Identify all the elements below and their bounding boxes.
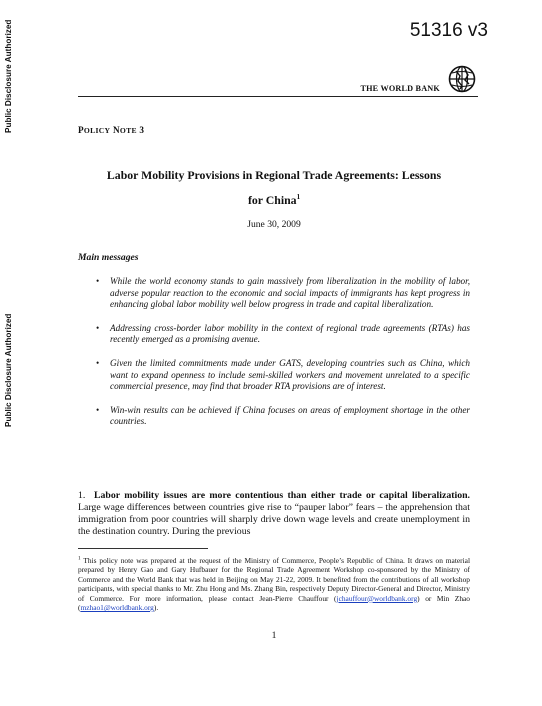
policy-note-n: N: [112, 125, 120, 135]
page-number: 1: [271, 630, 277, 641]
disclosure-stamp-top: Public Disclosure Authorized: [4, 19, 13, 133]
world-bank-globe-icon: [448, 65, 476, 93]
policy-note-number: 3: [139, 125, 145, 135]
email-link-zhao[interactable]: mzhao1@worldbank.org: [80, 603, 154, 613]
world-bank-name: THE WORLD BANK: [360, 84, 440, 93]
title-line-2: [78, 193, 470, 208]
paragraph-1-text: Large wage differences between countries give rise to “pauper labor” fears – the apprehension that immigration from poor countries will sharply drive down wage levels and create unemployment in the destination country. During the previous: [78, 502, 470, 537]
policy-note-olicy: OLICY: [83, 126, 111, 135]
paragraph-1-lead: Labor mobility issues are more contentious than either trade or capital liberalization.: [94, 490, 470, 501]
header-rule: [78, 96, 478, 97]
footnote-1: [78, 556, 470, 612]
title-line-2-text: for China: [247, 193, 297, 207]
document-id: 51316 v3: [409, 20, 488, 41]
footnote-rule: [78, 548, 208, 549]
main-message-item: • While the world economy stands to gain massively from liberalization in the mobility of labor, adverse popular reaction to the economic and social impacts of immigrants has kept progress in enhancing global labor mobility well below progress in trade and capital liberalization.: [96, 276, 470, 311]
email-link-chauffour[interactable]: jchauffour@worldbank.org: [336, 593, 418, 603]
paragraph-1: [78, 490, 470, 538]
policy-note-p: P: [78, 125, 84, 135]
footnote-text-after: ).: [153, 603, 159, 613]
main-message-item: • Addressing cross-border labor mobility in the context of regional trade agreements (RTAs) has recently emerged as a promising avenue.: [96, 323, 470, 346]
main-message-item: • Given the limited commitments made under GATS, developing countries such as China, which want to expand openness to include semi-skilled workers and movement unrelated to a specific commercial presence, may find that broader RTA provisions are of interest.: [96, 358, 470, 393]
footnote-text-middle: ) or Min Zhao (: [78, 593, 470, 613]
title-line-1: Labor Mobility Provisions in Regional Trade Agreements: Lessons: [106, 168, 442, 182]
document-date: June 30, 2009: [247, 219, 301, 230]
disclosure-stamp-middle: Public Disclosure Authorized: [4, 313, 13, 427]
main-message-item: • Win-win results can be achieved if China focuses on areas of employment shortage in the other countries.: [96, 405, 470, 428]
title-footnote-mark: 1: [296, 193, 301, 202]
policy-note-label: [78, 125, 144, 135]
main-messages-heading: Main messages: [78, 252, 139, 263]
paragraph-1-number: 1.: [78, 490, 86, 501]
main-messages-list: [96, 276, 470, 440]
footnote-text-before: This policy note was prepared at the request of the Ministry of Commerce, People’s Republic of China. It draws on material prepared by Henry Gao and Gary Hufbauer for the Regional Trade Agreement Workshop co-sponsored by the Ministry of Commerce and the World Bank that was held in Beijing on May 21-22, 2009. It benefited from the contributions of all workshop participants, with special thanks to Mr. Zhu Hong and Ms. Zhang Bin, respectively Deputy Director-General and Director, Ministry of Commerce. For more information, please contact Jean-Pierre Chauffour (: [78, 556, 470, 603]
footnote-mark: 1: [78, 555, 81, 562]
policy-note-ote: OTE: [119, 126, 137, 135]
